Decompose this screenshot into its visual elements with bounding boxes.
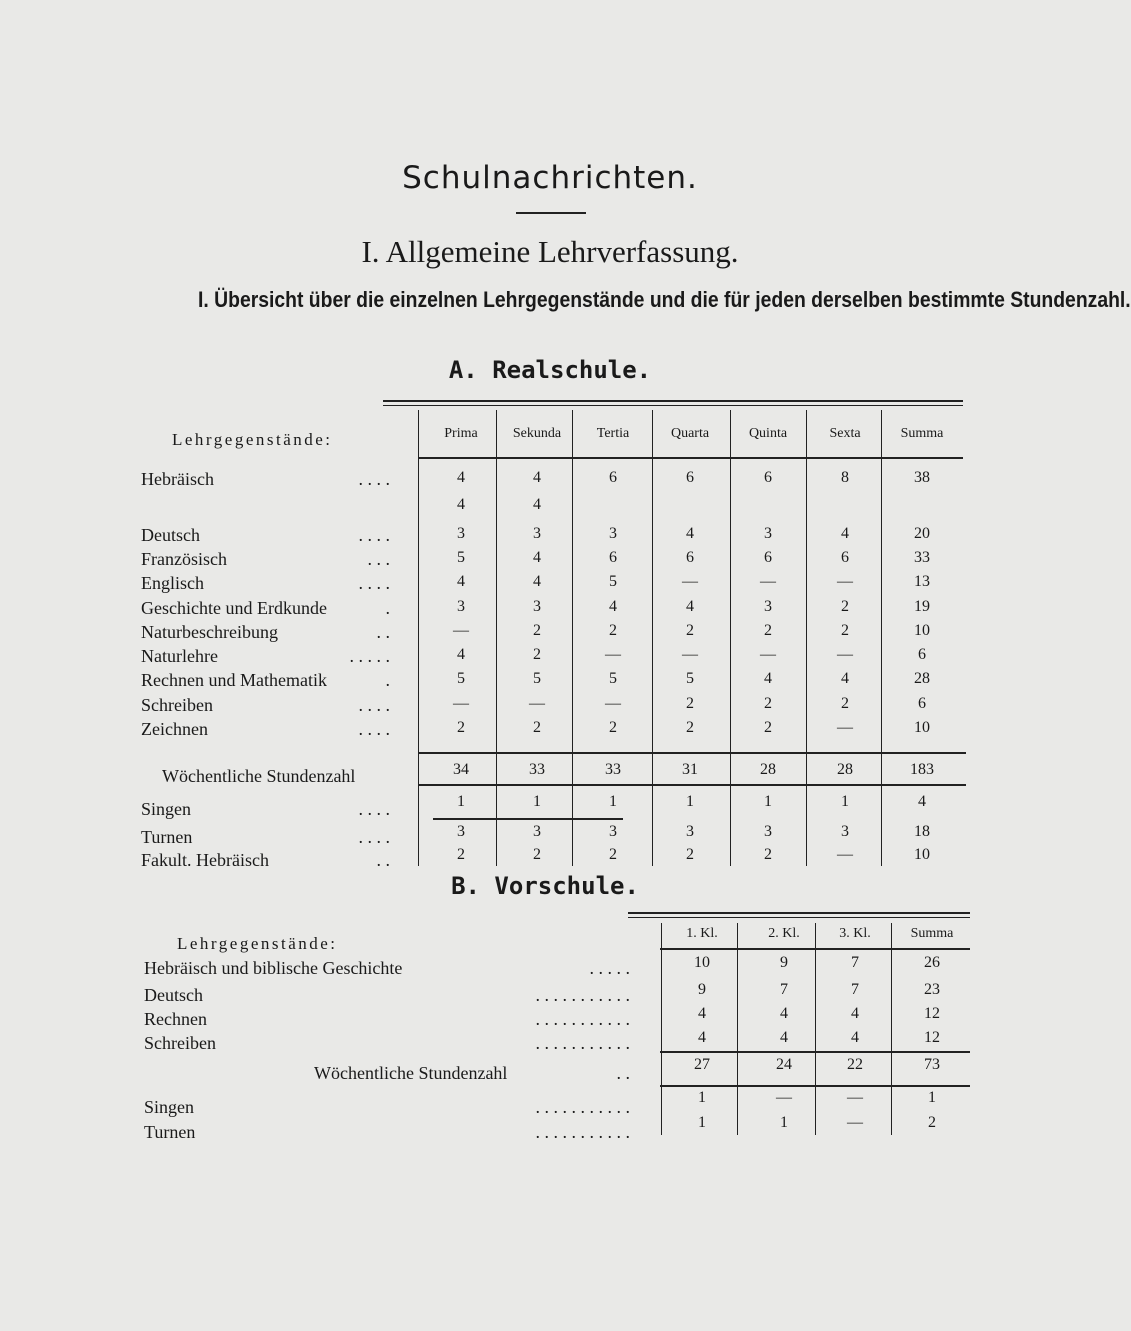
realschule-cell: 2 — [686, 719, 694, 736]
realschule-row-label: Naturbeschreibung — [141, 622, 278, 642]
realschule-total-cell: 33 — [605, 761, 621, 778]
vorschule-top-rule — [628, 912, 970, 914]
leader-dots: . . . . . . . . . . . — [535, 985, 630, 1005]
realschule-cell: 2 — [457, 719, 465, 736]
realschule-cell: 4 — [686, 598, 694, 615]
realschule-cell: 2 — [609, 622, 617, 639]
realschule-cell: 4 — [841, 670, 849, 687]
vorschule-top-rule-2 — [628, 917, 970, 918]
realschule-cell: 3 — [686, 823, 694, 840]
realschule-column-rule — [418, 410, 419, 866]
vorschule-cell: 26 — [924, 954, 940, 971]
realschule-cell: 3 — [533, 823, 541, 840]
realschule-cell: 2 — [764, 695, 772, 712]
vorschule-cell: 23 — [924, 981, 940, 998]
realschule-cell: — — [605, 695, 621, 712]
realschule-row-label: Schreiben — [141, 695, 213, 715]
realschule-row-label: Naturlehre — [141, 646, 218, 666]
vorschule-cell: 7 — [851, 981, 859, 998]
realschule-cell: 4 — [457, 573, 465, 590]
realschule-cell: — — [682, 646, 698, 663]
realschule-cell: 3 — [609, 823, 617, 840]
realschule-cell: 4 — [533, 573, 541, 590]
leader-dots: . . . . . — [589, 958, 630, 978]
vorschule-cell: 4 — [851, 1029, 859, 1046]
vorschule-cell: 10 — [694, 954, 710, 971]
realschule-cell: 3 — [764, 525, 772, 542]
realschule-top-rule — [383, 400, 963, 402]
realschule-cell: 2 — [686, 622, 694, 639]
realschule-column-rule — [881, 410, 882, 866]
realschule-cell: 6 — [686, 469, 694, 486]
realschule-cell: 2 — [841, 695, 849, 712]
realschule-cell: 4 — [686, 525, 694, 542]
vorschule-total-cell: 73 — [924, 1056, 940, 1073]
vorschule-cell: — — [776, 1089, 792, 1106]
realschule-cell: 19 — [914, 598, 930, 615]
realschule-row-label: Fakult. Hebräisch — [141, 850, 269, 870]
vorschule-cell: 9 — [780, 954, 788, 971]
vorschule-cell: 12 — [924, 1029, 940, 1046]
realschule-cell: 10 — [914, 719, 930, 736]
realschule-cell: 2 — [764, 846, 772, 863]
realschule-cell: 10 — [914, 622, 930, 639]
leader-dots: . . . . — [358, 799, 390, 819]
vorschule-total-label: Wöchentliche Stundenzahl — [314, 1063, 508, 1083]
realschule-row-label: Zeichnen — [141, 719, 208, 739]
vorschule-column-header: 3. Kl. — [839, 926, 871, 941]
leader-dots: . . . . — [358, 719, 390, 739]
realschule-cell: 3 — [764, 823, 772, 840]
realschule-cell: — — [453, 622, 469, 639]
realschule-cell: 2 — [533, 846, 541, 863]
realschule-column-rule — [652, 410, 653, 866]
realschule-cell: 5 — [457, 549, 465, 566]
vorschule-cell: 4 — [698, 1029, 706, 1046]
vorschule-cell: 1 — [928, 1089, 936, 1106]
vorschule-column-rule — [891, 923, 892, 1135]
realschule-row-label: Turnen — [141, 827, 193, 847]
realschule-cell: 4 — [609, 598, 617, 615]
vorschule-cell: 2 — [928, 1114, 936, 1131]
realschule-cell: 4 — [764, 670, 772, 687]
realschule-cell: 5 — [609, 670, 617, 687]
realschule-column-header: Tertia — [596, 426, 630, 441]
realschule-cell: 4 — [841, 525, 849, 542]
leader-dots: . . — [616, 1063, 630, 1083]
realschule-cell: 4 — [533, 469, 541, 486]
realschule-cell: 28 — [914, 670, 930, 687]
realschule-cell: 6 — [764, 549, 772, 566]
vorschule-cell: 1 — [698, 1114, 706, 1131]
leader-dots: . — [385, 598, 390, 618]
realschule-row-label: Französisch — [141, 549, 227, 569]
realschule-cell: 4 — [533, 496, 541, 513]
realschule-cell: — — [837, 573, 853, 590]
realschule-total-rule-top — [418, 752, 966, 754]
realschule-total-label: Wöchentliche Stundenzahl — [162, 766, 356, 786]
realschule-cell: — — [605, 646, 621, 663]
realschule-cell: — — [529, 695, 545, 712]
realschule-row-label: Rechnen und Mathematik — [141, 670, 327, 690]
leader-dots: . . — [376, 850, 390, 870]
vorschule-row-label: Deutsch — [144, 985, 203, 1005]
realschule-column-rule — [572, 410, 573, 866]
realschule-cell: 2 — [533, 646, 541, 663]
realschule-cell: 2 — [686, 695, 694, 712]
realschule-column-header: Quarta — [670, 426, 710, 441]
vorschule-column-rule — [661, 923, 662, 1135]
realschule-cell: — — [760, 573, 776, 590]
realschule-cell: 3 — [841, 823, 849, 840]
vorschule-cell: 9 — [698, 981, 706, 998]
leader-dots: . . . . . . . . . . . — [535, 1097, 630, 1117]
realschule-cell: 2 — [686, 846, 694, 863]
realschule-cell: — — [837, 719, 853, 736]
realschule-cell: — — [760, 646, 776, 663]
realschule-total-cell: 34 — [453, 761, 469, 778]
realschule-cell: 6 — [686, 549, 694, 566]
realschule-cell: 2 — [764, 622, 772, 639]
realschule-cell: 5 — [609, 573, 617, 590]
realschule-cell: 6 — [764, 469, 772, 486]
realschule-cell: 4 — [457, 496, 465, 513]
realschule-cell: 5 — [686, 670, 694, 687]
realschule-cell: 1 — [686, 793, 694, 810]
realschule-cell: — — [453, 695, 469, 712]
vorschule-cell: 12 — [924, 1005, 940, 1022]
section-heading: I. Allgemeine Lehrverfassung. — [361, 234, 739, 269]
vorschule-column-header: 1. Kl. — [686, 926, 718, 941]
realschule-cell: 2 — [764, 719, 772, 736]
leader-dots: . . . . — [358, 573, 390, 593]
vorschule-cell: 4 — [698, 1005, 706, 1022]
vorschule-row-label: Hebräisch und biblische Geschichte — [144, 958, 403, 978]
vorschule-cell: 7 — [780, 981, 788, 998]
vorschule-column-header: Summa — [910, 926, 954, 941]
vorschule-row-label: Turnen — [144, 1122, 196, 1142]
realschule-cell: 1 — [533, 793, 541, 810]
realschule-column-rule — [730, 410, 731, 866]
realschule-cell: — — [837, 646, 853, 663]
leader-dots: . . . . — [358, 827, 390, 847]
realschule-column-rule — [496, 410, 497, 866]
realschule-column-header: Summa — [900, 426, 944, 441]
realschule-subjects-label: Lehrgegenstände: — [172, 430, 333, 449]
vorschule-total-cell: 22 — [847, 1056, 863, 1073]
realschule-cell: 13 — [914, 573, 930, 590]
realschule-cell: 3 — [533, 525, 541, 542]
vorschule-row-label: Rechnen — [144, 1009, 207, 1029]
leader-dots: . . . — [367, 549, 390, 569]
realschule-column-header: Sexta — [829, 426, 861, 441]
vorschule-subjects-label: Lehrgegenstände: — [177, 934, 338, 953]
vorschule-row-label: Singen — [144, 1097, 195, 1117]
realschule-cell: 4 — [457, 469, 465, 486]
realschule-cell: — — [682, 573, 698, 590]
realschule-heading: A. Realschule. — [448, 356, 652, 384]
realschule-cell: 33 — [914, 549, 930, 566]
realschule-cell: 2 — [533, 622, 541, 639]
realschule-cell: 6 — [918, 695, 926, 712]
realschule-cell: 4 — [533, 549, 541, 566]
realschule-cell: 3 — [457, 598, 465, 615]
realschule-total-cell: 33 — [529, 761, 545, 778]
realschule-cell: 38 — [914, 469, 930, 486]
realschule-total-cell: 183 — [910, 761, 934, 778]
vorschule-total-cell: 24 — [776, 1056, 792, 1073]
vorschule-cell: 4 — [780, 1029, 788, 1046]
realschule-cell: — — [837, 846, 853, 863]
realschule-cell: 2 — [841, 622, 849, 639]
realschule-total-rule-bottom — [418, 784, 966, 786]
realschule-row-label: Singen — [141, 799, 192, 819]
realschule-column-header: Prima — [444, 426, 478, 441]
realschule-cell: 20 — [914, 525, 930, 542]
realschule-brace-rule — [433, 818, 623, 820]
subsection-heading: I. Übersicht über die einzelnen Lehrgegenstände und die für jeden derselben bestimmte Stundenzahl. — [198, 287, 1131, 312]
vorschule-column-header: 2. Kl. — [768, 926, 800, 941]
vorschule-total-cell: 27 — [694, 1056, 710, 1073]
realschule-cell: 2 — [533, 719, 541, 736]
leader-dots: . . . . . . . . . . . — [535, 1122, 630, 1142]
realschule-cell: 18 — [914, 823, 930, 840]
realschule-cell: 6 — [918, 646, 926, 663]
realschule-cell: 4 — [457, 646, 465, 663]
realschule-row-label: Englisch — [141, 573, 204, 593]
realschule-cell: 5 — [533, 670, 541, 687]
realschule-column-header: Quinta — [748, 426, 788, 441]
vorschule-cell: — — [847, 1089, 863, 1106]
realschule-cell: 6 — [609, 469, 617, 486]
realschule-cell: 2 — [841, 598, 849, 615]
realschule-row-label: Deutsch — [141, 525, 200, 545]
vorschule-cell: 1 — [780, 1114, 788, 1131]
vorschule-cell: 4 — [851, 1005, 859, 1022]
leader-dots: . . . . — [358, 695, 390, 715]
realschule-cell: 3 — [764, 598, 772, 615]
realschule-cell: 3 — [533, 598, 541, 615]
leader-dots: . . . . . . . . . . . — [535, 1033, 630, 1053]
vorschule-row-label: Schreiben — [144, 1033, 216, 1053]
realschule-column-header: Sekunda — [512, 426, 562, 441]
realschule-cell: 6 — [841, 549, 849, 566]
realschule-top-rule-2 — [383, 405, 963, 406]
realschule-cell: 1 — [457, 793, 465, 810]
realschule-cell: 6 — [609, 549, 617, 566]
realschule-cell: 8 — [841, 469, 849, 486]
realschule-cell: 1 — [609, 793, 617, 810]
realschule-cell: 3 — [457, 525, 465, 542]
realschule-cell: 4 — [918, 793, 926, 810]
realschule-cell: 5 — [457, 670, 465, 687]
realschule-cell: 3 — [609, 525, 617, 542]
realschule-row-label: Geschichte und Erdkunde — [141, 598, 327, 618]
vorschule-cell: 7 — [851, 954, 859, 971]
vorschule-column-rule — [737, 923, 738, 1135]
realschule-cell: 2 — [609, 719, 617, 736]
leader-dots: . . . . . — [349, 646, 390, 666]
vorschule-heading: B. Vorschule. — [451, 872, 639, 900]
vorschule-column-rule — [815, 923, 816, 1135]
realschule-cell: 2 — [457, 846, 465, 863]
realschule-cell: 10 — [914, 846, 930, 863]
realschule-cell: 1 — [764, 793, 772, 810]
realschule-total-cell: 28 — [760, 761, 776, 778]
realschule-row-label: Hebräisch — [141, 469, 214, 489]
realschule-column-rule — [806, 410, 807, 866]
page-title: Schulnachrichten. — [402, 160, 698, 196]
realschule-cell: 3 — [457, 823, 465, 840]
realschule-cell: 2 — [609, 846, 617, 863]
leader-dots: . . — [376, 622, 390, 642]
title-divider — [516, 212, 586, 214]
realschule-total-cell: 28 — [837, 761, 853, 778]
vorschule-cell: 1 — [698, 1089, 706, 1106]
vorschule-cell: 4 — [780, 1005, 788, 1022]
leader-dots: . . . . — [358, 525, 390, 545]
leader-dots: . . . . — [358, 469, 390, 489]
leader-dots: . . . . . . . . . . . — [535, 1009, 630, 1029]
realschule-total-cell: 31 — [682, 761, 698, 778]
leader-dots: . — [385, 670, 390, 690]
realschule-cell: 1 — [841, 793, 849, 810]
vorschule-cell: — — [847, 1114, 863, 1131]
